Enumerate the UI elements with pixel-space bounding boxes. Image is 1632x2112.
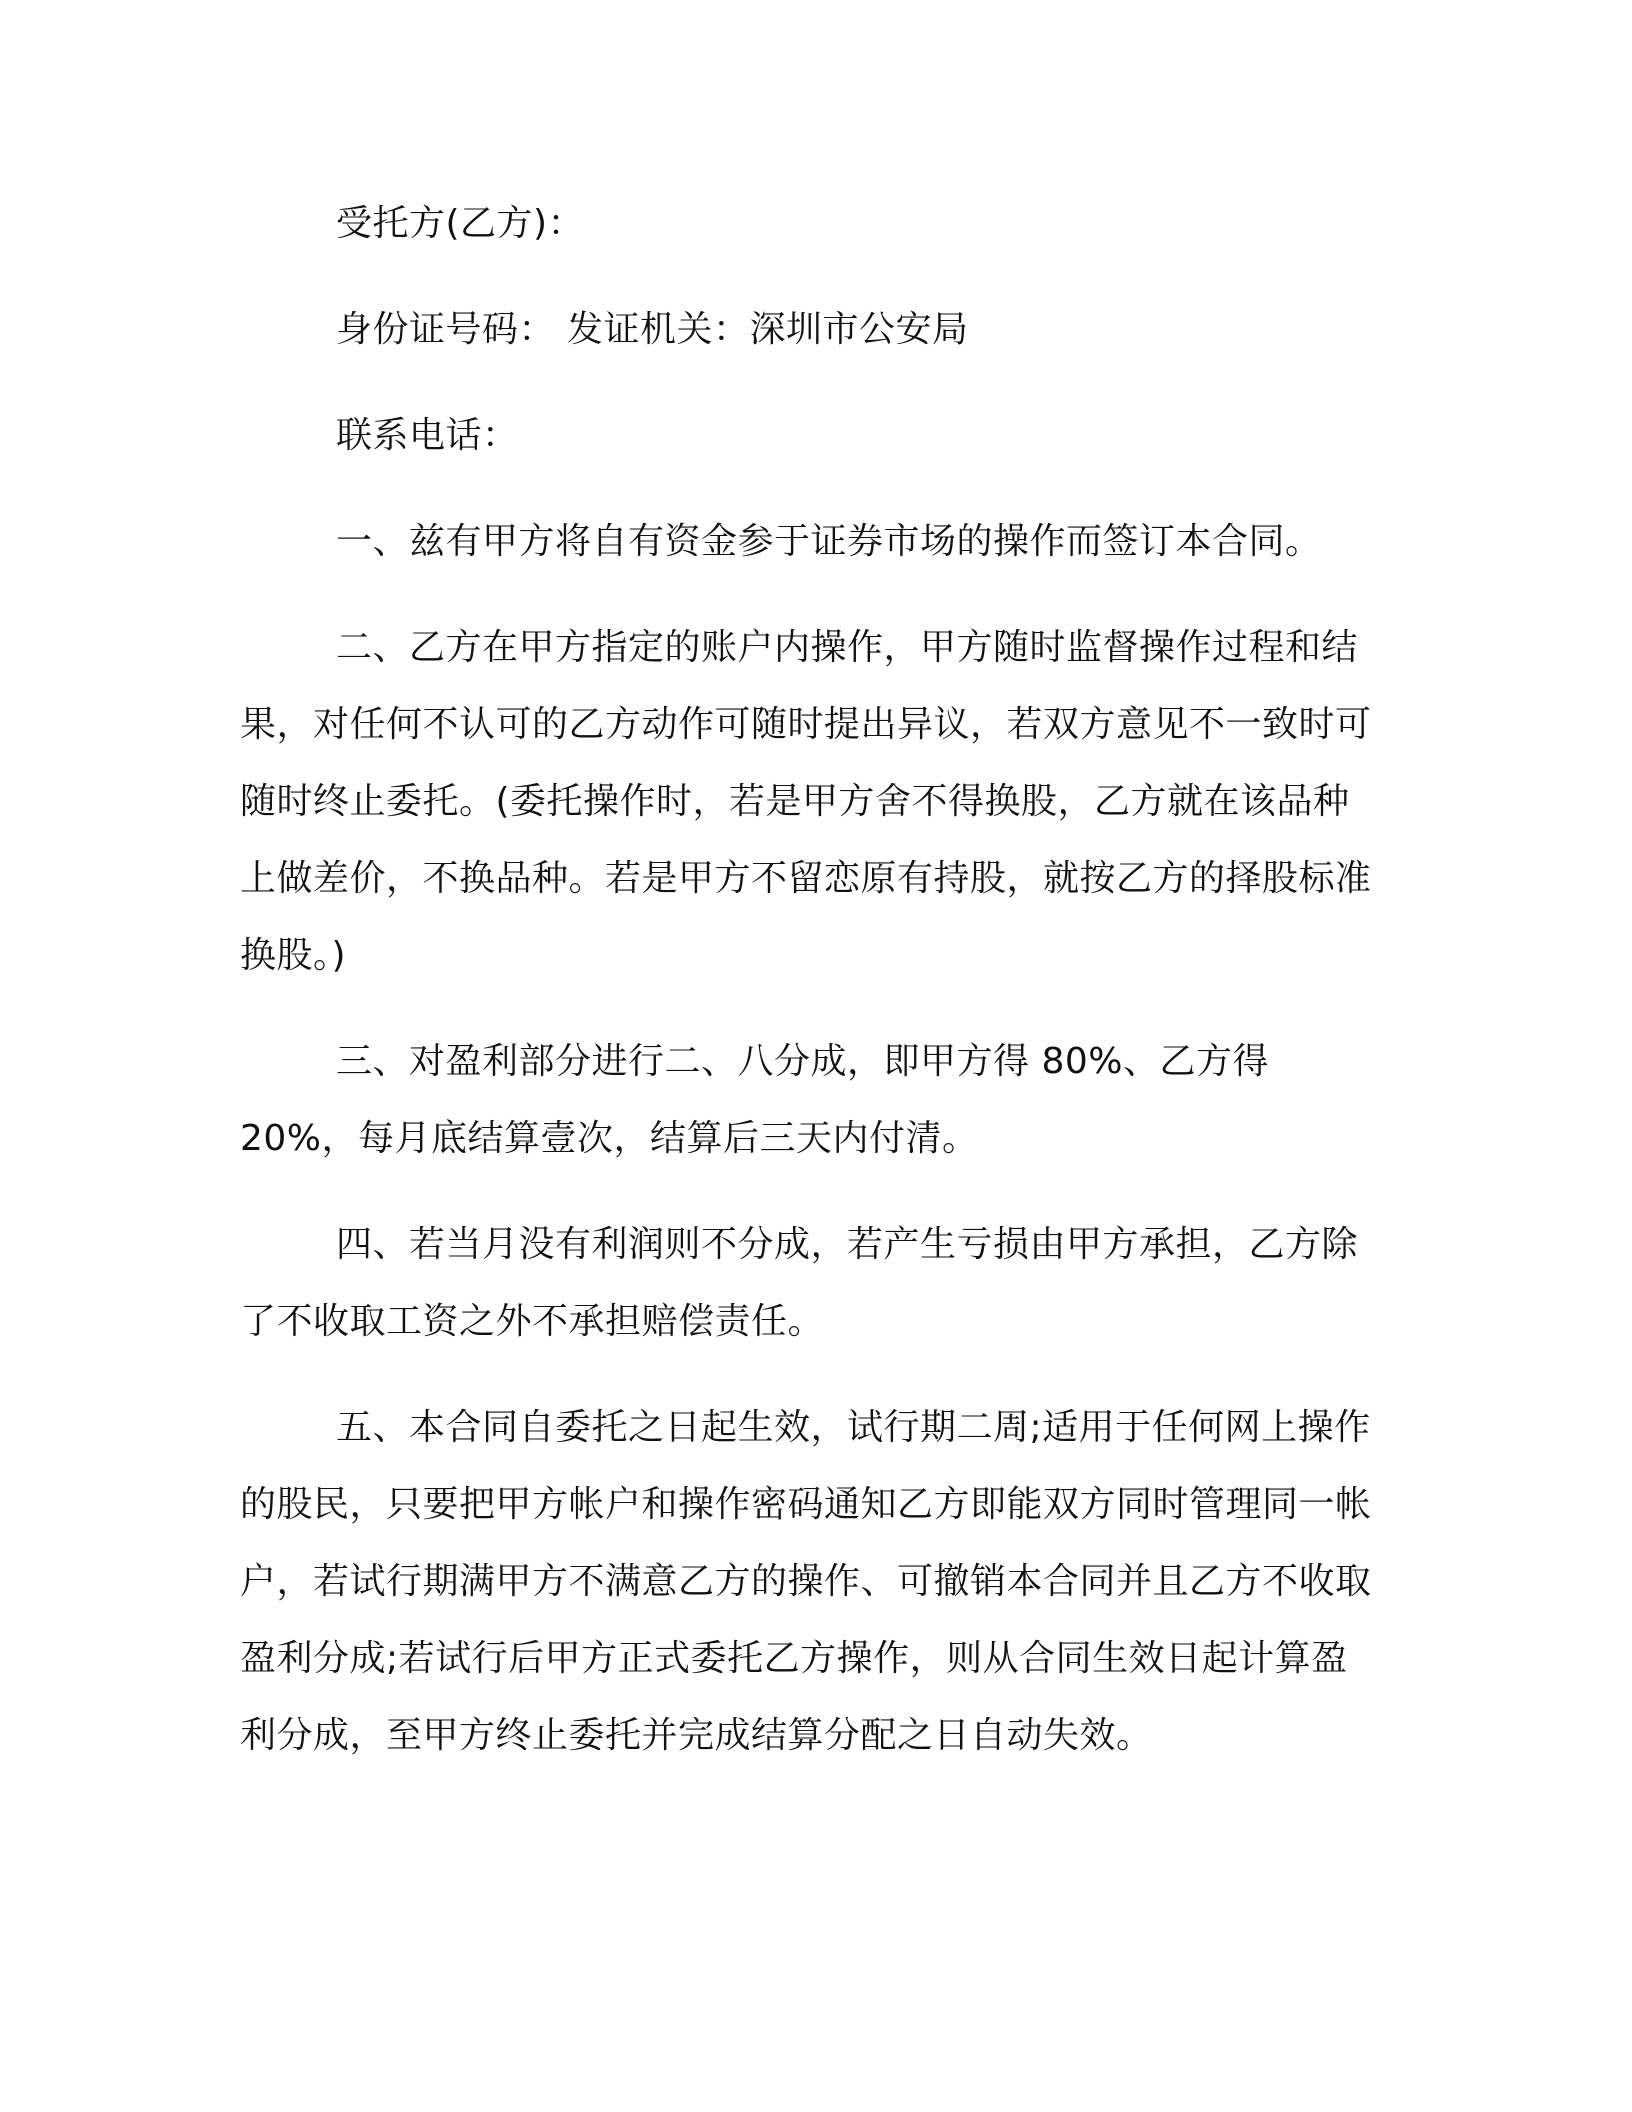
- trustee-label: 受托方(乙方)：: [336, 203, 585, 244]
- clause-3: 三、对盈利部分进行二、八分成，即甲方得 80%、乙方得 20%，每月底结算壹次，结算后三天内付清。: [240, 1041, 1269, 1159]
- clause-4: 四、若当月没有利润则不分成，若产生亏损由甲方承担，乙方除了不收取工资之外不承担赔偿责任。: [240, 1224, 1359, 1342]
- document-body: [240, 185, 1380, 1803]
- clause-2: 二、乙方在甲方指定的账户内操作，甲方随时监督操作过程和结果，对任何不认可的乙方动作可随时提出异议，若双方意见不一致时可随时终止委托。(委托操作时，若是甲方舍不得换股，乙方就在该品种上做差价，不换品种。若是甲方不留恋原有持股，就按乙方的择股标准换股。): [240, 627, 1372, 976]
- clause-5: 五、本合同自委托之日起生效，试行期二周;适用于任何网上操作的股民，只要把甲方帐户和操作密码通知乙方即能双方同时管理同一帐户，若试行期满甲方不满意乙方的操作、可撤销本合同并且乙方不收取盈利分成;若试行后甲方正式委托乙方操作，则从合同生效日起计算盈利分成，至甲方终止委托并完成结算分配之日自动失效。: [240, 1407, 1372, 1756]
- phone-label: 联系电话：: [336, 415, 519, 456]
- clause-1: 一、兹有甲方将自有资金参于证券市场的操作而签订本合同。: [336, 521, 1322, 562]
- id-number-line: 身份证号码： 发证机关：深圳市公安局: [336, 309, 969, 350]
